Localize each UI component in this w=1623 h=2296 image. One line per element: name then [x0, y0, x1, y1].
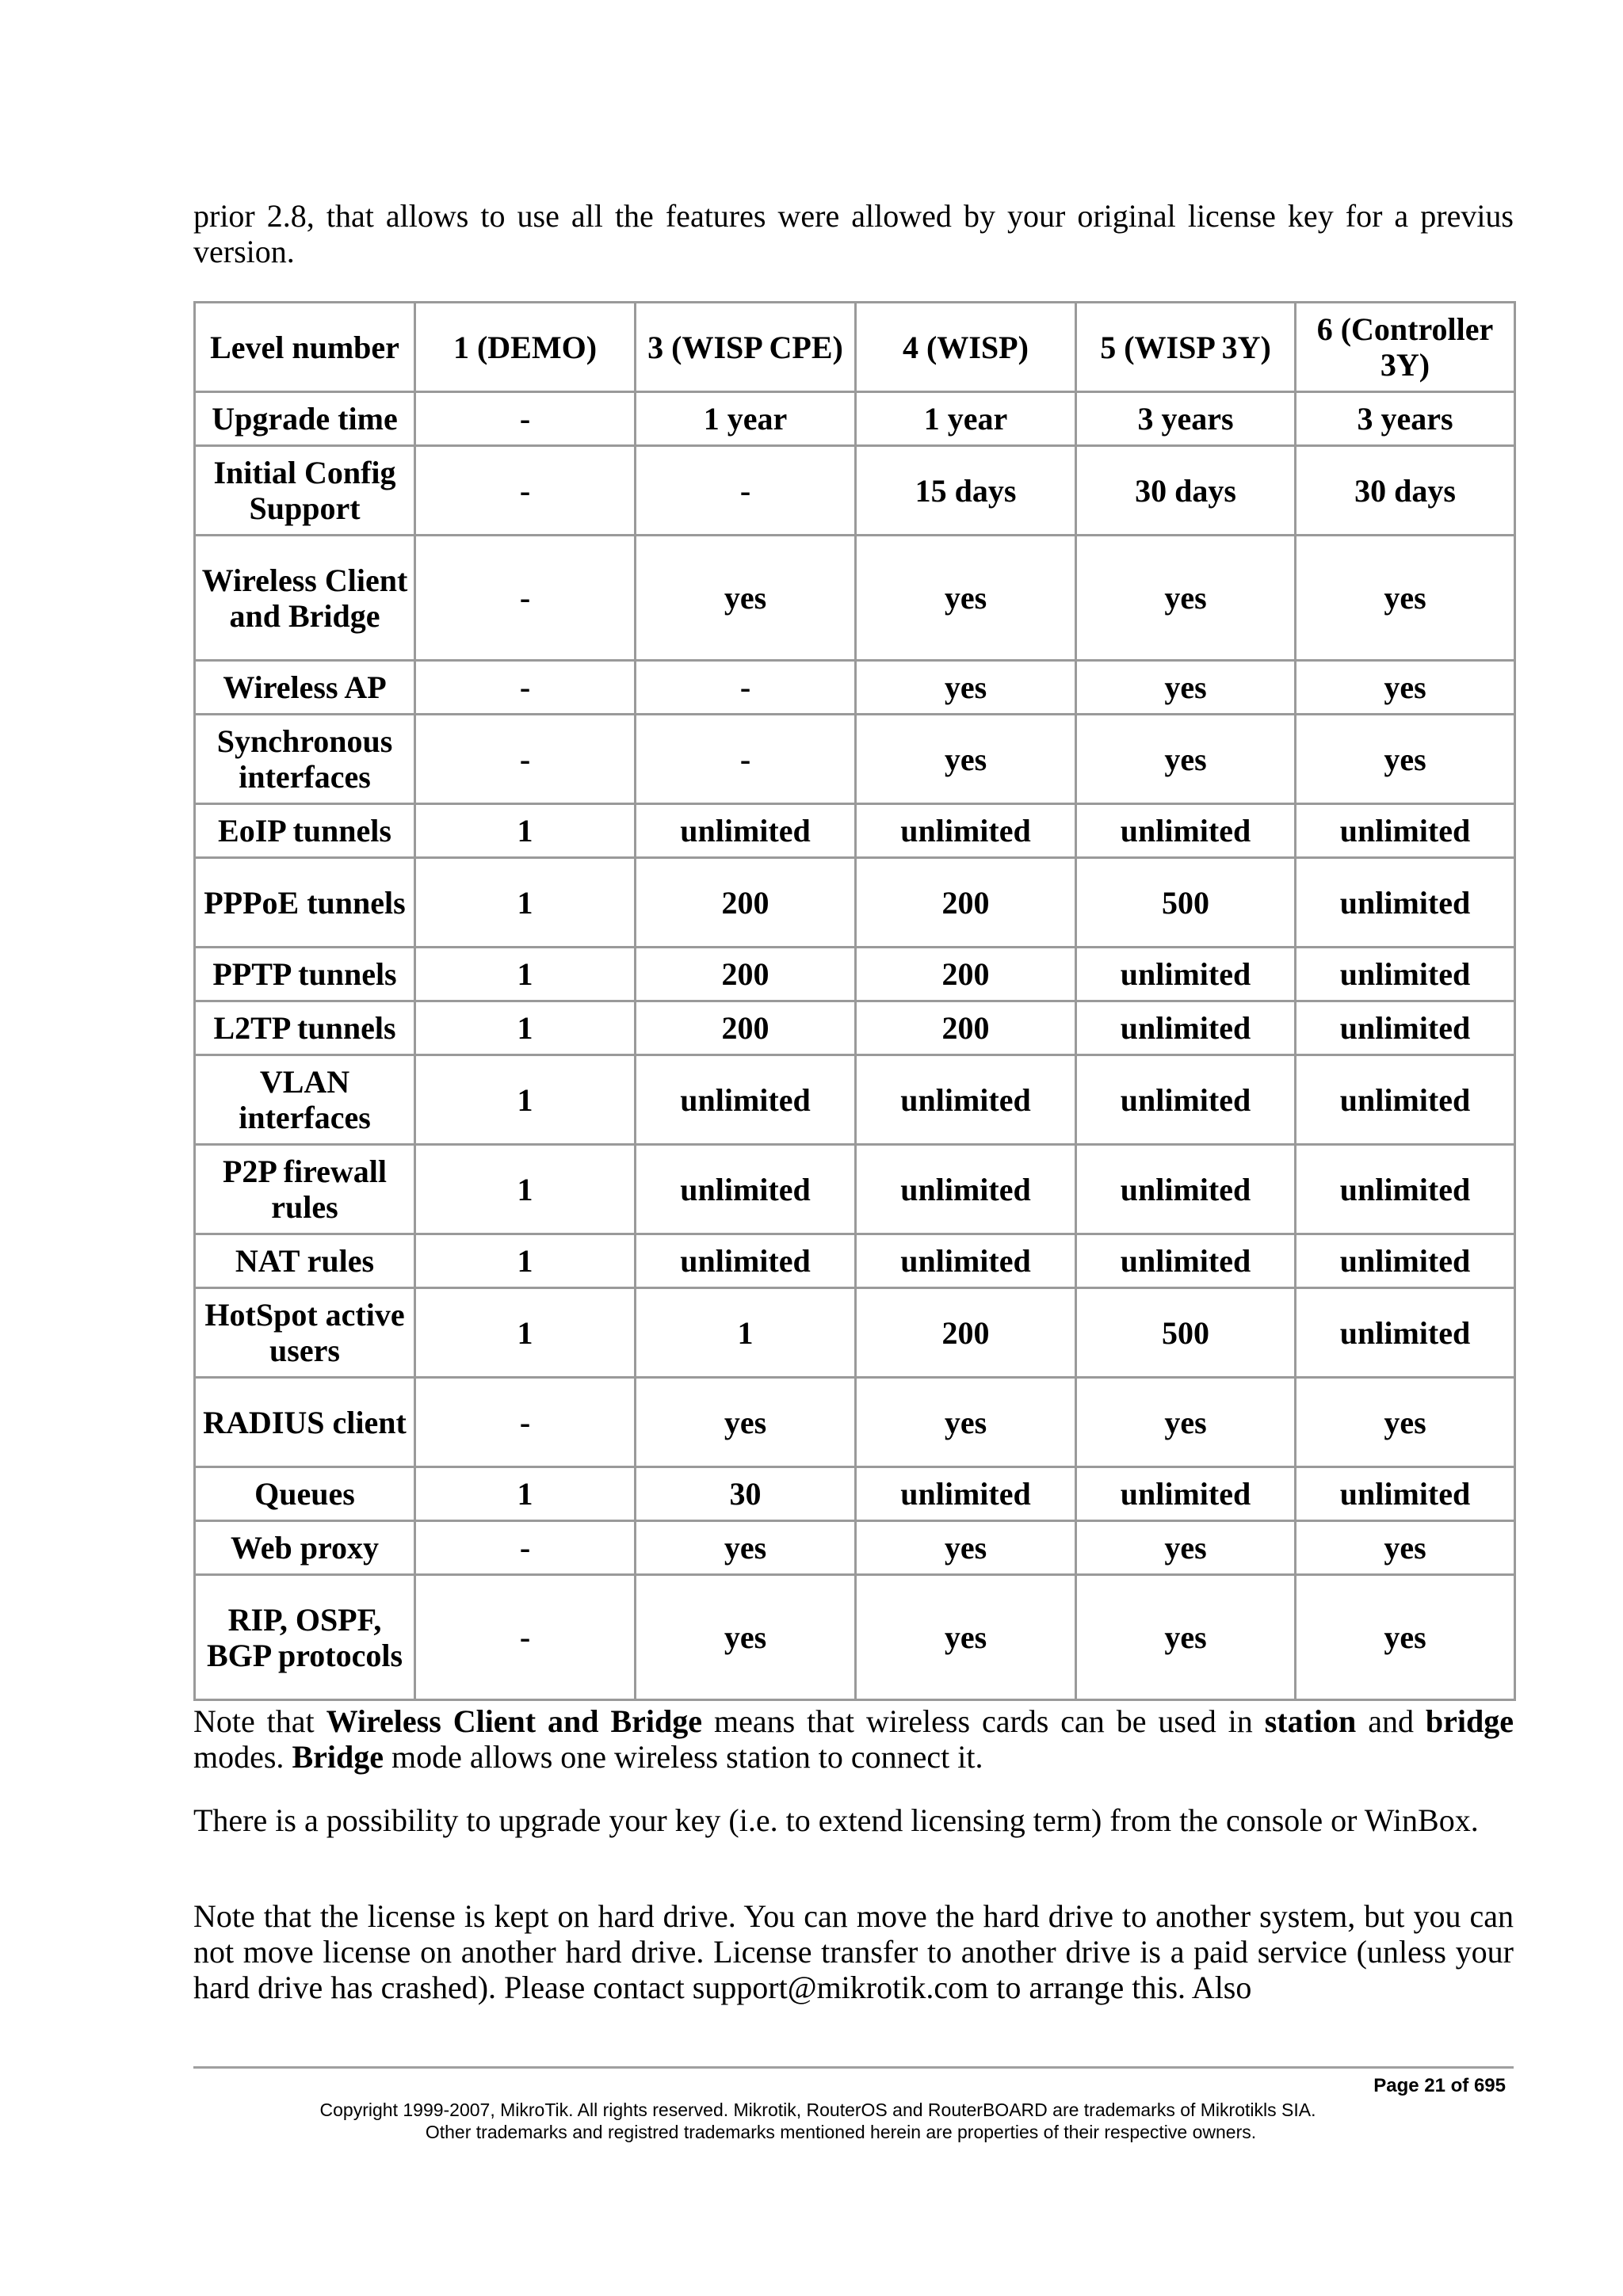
row-label-cell: VLAN interfaces — [195, 1055, 415, 1145]
value-cell: unlimited — [856, 1234, 1076, 1288]
value-cell: unlimited — [1296, 948, 1515, 1001]
value-cell: unlimited — [1296, 858, 1515, 948]
row-label-cell: Synchronous interfaces — [195, 715, 415, 804]
row-label-cell: Queues — [195, 1467, 415, 1521]
intro-paragraph: prior 2.8, that allows to use all the features were allowed by your original license key for a previus version. — [193, 198, 1514, 269]
row-label-cell: RIP, OSPF, BGP protocols — [195, 1575, 415, 1700]
value-cell: unlimited — [1076, 948, 1296, 1001]
value-cell: yes — [636, 1521, 856, 1575]
value-cell: - — [415, 715, 636, 804]
value-cell: unlimited — [856, 804, 1076, 858]
value-cell: 30 — [636, 1467, 856, 1521]
table-row — [195, 661, 1515, 715]
value-cell: 1 year — [636, 392, 856, 446]
value-cell: yes — [1076, 1575, 1296, 1700]
value-cell: unlimited — [1296, 1288, 1515, 1378]
value-cell: yes — [1296, 1575, 1515, 1700]
value-cell: - — [415, 661, 636, 715]
header-cell-level-number: Level number — [195, 303, 415, 392]
license-levels-table — [193, 301, 1516, 1701]
value-cell: yes — [1296, 715, 1515, 804]
value-cell: unlimited — [636, 1234, 856, 1288]
value-cell: 1 — [415, 948, 636, 1001]
row-label-cell: RADIUS client — [195, 1378, 415, 1467]
note-text: Note that — [193, 1703, 327, 1739]
header-cell-level: 3 (WISP CPE) — [636, 303, 856, 392]
value-cell: - — [636, 661, 856, 715]
value-cell: - — [636, 715, 856, 804]
value-cell: 1 — [415, 1055, 636, 1145]
value-cell: yes — [1076, 715, 1296, 804]
row-label-cell: PPTP tunnels — [195, 948, 415, 1001]
value-cell: yes — [856, 536, 1076, 661]
value-cell: - — [415, 446, 636, 536]
note-bold-term: Wireless Client and Bridge — [326, 1703, 703, 1739]
value-cell: unlimited — [636, 804, 856, 858]
value-cell: yes — [1296, 536, 1515, 661]
value-cell: yes — [1296, 1521, 1515, 1575]
row-label-cell: Upgrade time — [195, 392, 415, 446]
value-cell: 1 — [415, 1288, 636, 1378]
value-cell: 200 — [636, 1001, 856, 1055]
header-cell-level: 1 (DEMO) — [415, 303, 636, 392]
note-bold-term: station — [1264, 1703, 1357, 1739]
value-cell: 30 days — [1296, 446, 1515, 536]
page-number: Page 21 of 695 — [1373, 2075, 1506, 2096]
value-cell: 500 — [1076, 1288, 1296, 1378]
value-cell: 200 — [636, 948, 856, 1001]
value-cell: unlimited — [1296, 1001, 1515, 1055]
row-label-cell: Web proxy — [195, 1521, 415, 1575]
value-cell: yes — [1296, 1378, 1515, 1467]
upgrade-note-paragraph: There is a possibility to upgrade your key (i.e. to extend licensing term) from the console or WinBox. — [193, 1802, 1479, 1838]
row-label-cell: P2P firewall rules — [195, 1145, 415, 1234]
value-cell: unlimited — [1296, 804, 1515, 858]
table-row — [195, 1378, 1515, 1467]
value-cell: yes — [1076, 536, 1296, 661]
note-bold-term: Bridge — [292, 1739, 384, 1775]
value-cell: unlimited — [1296, 1467, 1515, 1521]
value-cell: unlimited — [1076, 1145, 1296, 1234]
value-cell: yes — [636, 536, 856, 661]
value-cell: 3 years — [1076, 392, 1296, 446]
note-text: modes. — [193, 1739, 292, 1775]
value-cell: unlimited — [1076, 1234, 1296, 1288]
header-cell-level: 5 (WISP 3Y) — [1076, 303, 1296, 392]
value-cell: yes — [636, 1378, 856, 1467]
note-text: means that wireless cards can be used in — [702, 1703, 1265, 1739]
value-cell: 1 — [415, 804, 636, 858]
value-cell: 1 year — [856, 392, 1076, 446]
value-cell: 200 — [636, 858, 856, 948]
table-row — [195, 1288, 1515, 1378]
row-label-cell: L2TP tunnels — [195, 1001, 415, 1055]
table-row — [195, 948, 1515, 1001]
value-cell: 30 days — [1076, 446, 1296, 536]
value-cell: - — [415, 1378, 636, 1467]
table-row — [195, 1145, 1515, 1234]
value-cell: unlimited — [1076, 804, 1296, 858]
value-cell: - — [415, 536, 636, 661]
value-cell: unlimited — [1076, 1001, 1296, 1055]
value-cell: 1 — [415, 1001, 636, 1055]
value-cell: - — [636, 446, 856, 536]
table-row — [195, 715, 1515, 804]
value-cell: - — [415, 392, 636, 446]
value-cell: 1 — [636, 1288, 856, 1378]
note-text: mode allows one wireless station to connect it. — [383, 1739, 983, 1775]
value-cell: 200 — [856, 1288, 1076, 1378]
row-label-cell: Wireless Client and Bridge — [195, 536, 415, 661]
value-cell: 500 — [1076, 858, 1296, 948]
note-bold-term: bridge — [1425, 1703, 1514, 1739]
value-cell: - — [415, 1521, 636, 1575]
value-cell: yes — [1076, 1378, 1296, 1467]
value-cell: 3 years — [1296, 392, 1515, 446]
value-cell: 200 — [856, 1001, 1076, 1055]
row-label-cell: Wireless AP — [195, 661, 415, 715]
value-cell: 15 days — [856, 446, 1076, 536]
table-row — [195, 1521, 1515, 1575]
value-cell: 1 — [415, 1234, 636, 1288]
value-cell: yes — [636, 1575, 856, 1700]
license-drive-note-paragraph: Note that the license is kept on hard drive. You can move the hard drive to another system, but you can not move license on another hard drive. License transfer to another drive is a paid service (unless your hard drive has crashed). Please contact support@mikrotik.com to arrange this. Also — [193, 1898, 1514, 2005]
value-cell: yes — [1076, 661, 1296, 715]
value-cell: - — [415, 1575, 636, 1700]
note-text: and — [1356, 1703, 1426, 1739]
value-cell: yes — [856, 1575, 1076, 1700]
footer-divider — [193, 2066, 1514, 2069]
copyright-line: Copyright 1999-2007, MikroTik. All rights reserved. Mikrotik, RouterOS and RouterBOARD are trademarks of Mikrotikls SIA. — [319, 2100, 1316, 2120]
table-row — [195, 392, 1515, 446]
row-label-cell: EoIP tunnels — [195, 804, 415, 858]
wireless-note-paragraph — [193, 1703, 1514, 1775]
header-cell-level: 6 (Controller 3Y) — [1296, 303, 1515, 392]
value-cell: 200 — [856, 858, 1076, 948]
value-cell: unlimited — [1076, 1467, 1296, 1521]
row-label-cell: HotSpot active users — [195, 1288, 415, 1378]
value-cell: unlimited — [1296, 1145, 1515, 1234]
row-label-cell: PPPoE tunnels — [195, 858, 415, 948]
table-row — [195, 1001, 1515, 1055]
value-cell: yes — [1296, 661, 1515, 715]
value-cell: yes — [856, 661, 1076, 715]
value-cell: unlimited — [1076, 1055, 1296, 1145]
value-cell: 1 — [415, 1145, 636, 1234]
row-label-cell: NAT rules — [195, 1234, 415, 1288]
value-cell: unlimited — [856, 1467, 1076, 1521]
table-header-row — [195, 303, 1515, 392]
row-label-cell: Initial Config Support — [195, 446, 415, 536]
value-cell: unlimited — [636, 1145, 856, 1234]
value-cell: yes — [856, 1378, 1076, 1467]
table-row — [195, 446, 1515, 536]
table-row — [195, 536, 1515, 661]
value-cell: 1 — [415, 1467, 636, 1521]
value-cell: yes — [856, 715, 1076, 804]
value-cell: 200 — [856, 948, 1076, 1001]
table-row — [195, 1575, 1515, 1700]
value-cell: unlimited — [1296, 1234, 1515, 1288]
value-cell: unlimited — [636, 1055, 856, 1145]
table-row — [195, 1467, 1515, 1521]
trademarks-line: Other trademarks and registred trademarks mentioned herein are properties of their respective owners. — [425, 2122, 1257, 2142]
value-cell: unlimited — [856, 1055, 1076, 1145]
header-cell-level: 4 (WISP) — [856, 303, 1076, 392]
table-body — [195, 392, 1515, 1700]
value-cell: unlimited — [1296, 1055, 1515, 1145]
table-row — [195, 1234, 1515, 1288]
table-row — [195, 1055, 1515, 1145]
value-cell: yes — [1076, 1521, 1296, 1575]
table-row — [195, 804, 1515, 858]
table-row — [195, 858, 1515, 948]
value-cell: unlimited — [856, 1145, 1076, 1234]
value-cell: 1 — [415, 858, 636, 948]
value-cell: yes — [856, 1521, 1076, 1575]
